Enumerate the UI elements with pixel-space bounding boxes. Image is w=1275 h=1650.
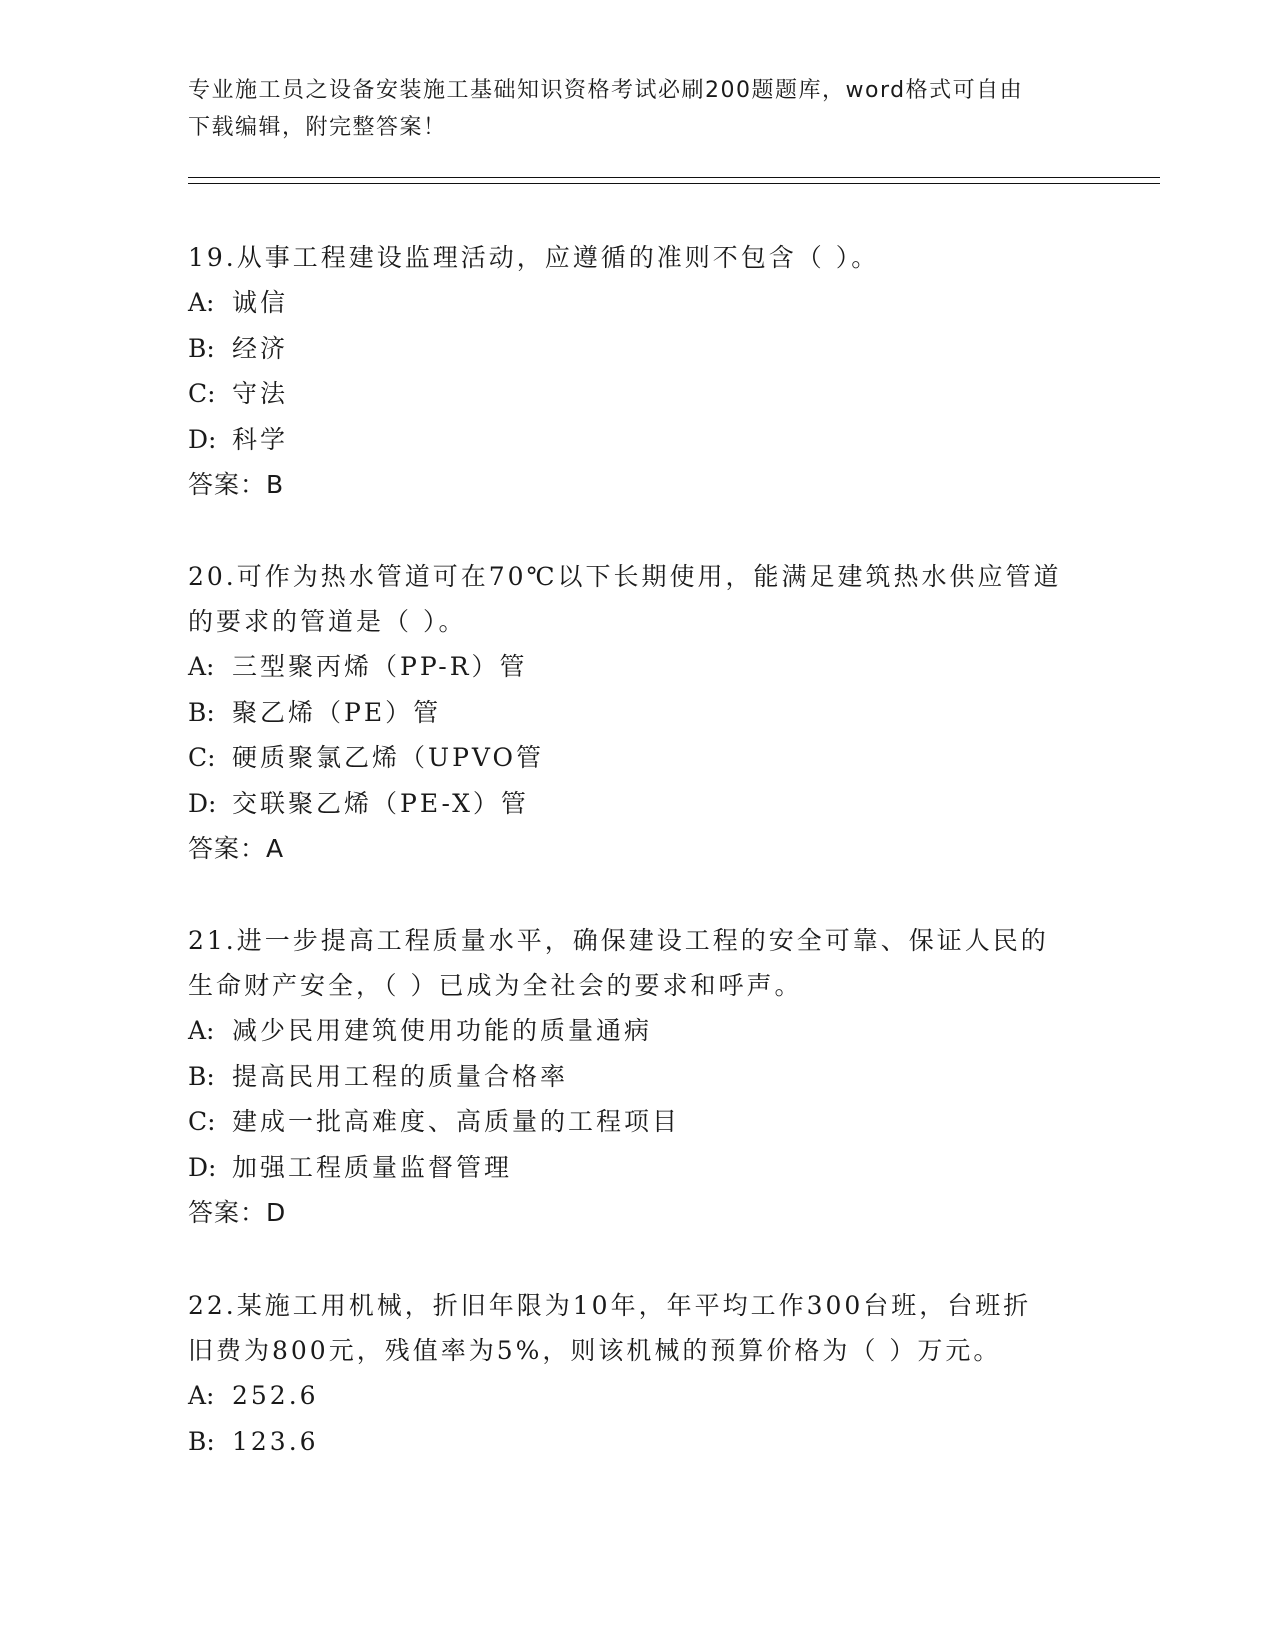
option-c bbox=[188, 1099, 1088, 1145]
option-b bbox=[188, 1419, 1088, 1465]
option-text: 加强工程质量监督管理 bbox=[232, 1152, 513, 1182]
option-a bbox=[188, 644, 1088, 690]
option-a bbox=[188, 1373, 1088, 1419]
header-line-2: 下载编辑，附完整答案！ bbox=[188, 115, 447, 140]
option-c bbox=[188, 371, 1088, 417]
option-label: A: bbox=[188, 1381, 215, 1410]
option-text: 三型聚丙烯（PP-R）管 bbox=[232, 652, 528, 681]
option-label: B: bbox=[188, 333, 215, 363]
question-22 bbox=[188, 1283, 1088, 1464]
option-text: 252.6 bbox=[232, 1381, 319, 1410]
option-b bbox=[188, 690, 1088, 736]
option-label: A: bbox=[188, 652, 215, 681]
question-stem-line-1: 21.进一步提高工程质量水平，确保建设工程的安全可靠、保证人民的 bbox=[188, 926, 1049, 955]
option-b bbox=[188, 326, 1088, 372]
option-text: 减少民用建筑使用功能的质量通病 bbox=[232, 1016, 653, 1045]
option-label: C: bbox=[188, 379, 216, 408]
question-stem-line-1: 20.可作为热水管道可在70℃以下长期使用，能满足建筑热水供应管道 bbox=[188, 562, 1062, 591]
option-label: D: bbox=[188, 424, 217, 454]
option-label: A: bbox=[188, 1016, 215, 1045]
question-stem-line-2: 的要求的管道是（ ）。 bbox=[188, 607, 467, 636]
option-text: 硬质聚氯乙烯（UPVO管 bbox=[232, 743, 545, 772]
option-text: 科学 bbox=[232, 424, 289, 454]
option-label: A: bbox=[188, 288, 215, 317]
option-a bbox=[188, 280, 1088, 326]
option-d bbox=[188, 1145, 1088, 1191]
option-text: 经济 bbox=[232, 333, 289, 363]
option-text: 交联聚乙烯（PE-X）管 bbox=[232, 788, 529, 818]
option-a bbox=[188, 1008, 1088, 1054]
option-label: B: bbox=[188, 697, 215, 727]
header-line-1: 专业施工员之设备安装施工基础知识资格考试必刷200题题库，word格式可自由 bbox=[188, 78, 1024, 103]
option-label: C: bbox=[188, 743, 216, 772]
option-text: 聚乙烯（PE）管 bbox=[232, 697, 442, 727]
question-21 bbox=[188, 918, 1088, 1236]
option-label: D: bbox=[188, 1152, 217, 1182]
question-stem-line-1: 22.某施工用机械，折旧年限为10年，年平均工作300台班，台班折 bbox=[188, 1291, 1032, 1320]
option-text: 123.6 bbox=[232, 1426, 319, 1456]
option-text: 提高民用工程的质量合格率 bbox=[232, 1061, 569, 1091]
option-label: B: bbox=[188, 1061, 215, 1091]
question-stem: 19.从事工程建设监理活动，应遵循的准则不包含（ ）。 bbox=[188, 243, 880, 272]
question-stem-line-2: 旧费为800元，残值率为5%，则该机械的预算价格为（ ）万元。 bbox=[188, 1336, 1002, 1365]
answer-line: 答案：B bbox=[188, 470, 285, 499]
question-20 bbox=[188, 554, 1088, 872]
option-d bbox=[188, 781, 1088, 827]
header-divider-bottom bbox=[188, 183, 1160, 184]
document-header bbox=[188, 72, 1088, 146]
option-text: 守法 bbox=[232, 379, 289, 408]
question-stem-line-2: 生命财产安全，（ ）已成为全社会的要求和呼声。 bbox=[188, 971, 803, 1000]
option-label: C: bbox=[188, 1107, 216, 1136]
option-d bbox=[188, 417, 1088, 463]
option-label: D: bbox=[188, 788, 217, 818]
option-text: 建成一批高难度、高质量的工程项目 bbox=[232, 1107, 681, 1136]
header-divider-top bbox=[188, 177, 1160, 178]
answer-line: 答案：A bbox=[188, 834, 285, 863]
option-label: B: bbox=[188, 1426, 215, 1456]
option-text: 诚信 bbox=[232, 288, 289, 317]
option-c bbox=[188, 735, 1088, 781]
option-b bbox=[188, 1054, 1088, 1100]
answer-line: 答案：D bbox=[188, 1198, 287, 1227]
question-19 bbox=[188, 235, 1088, 508]
